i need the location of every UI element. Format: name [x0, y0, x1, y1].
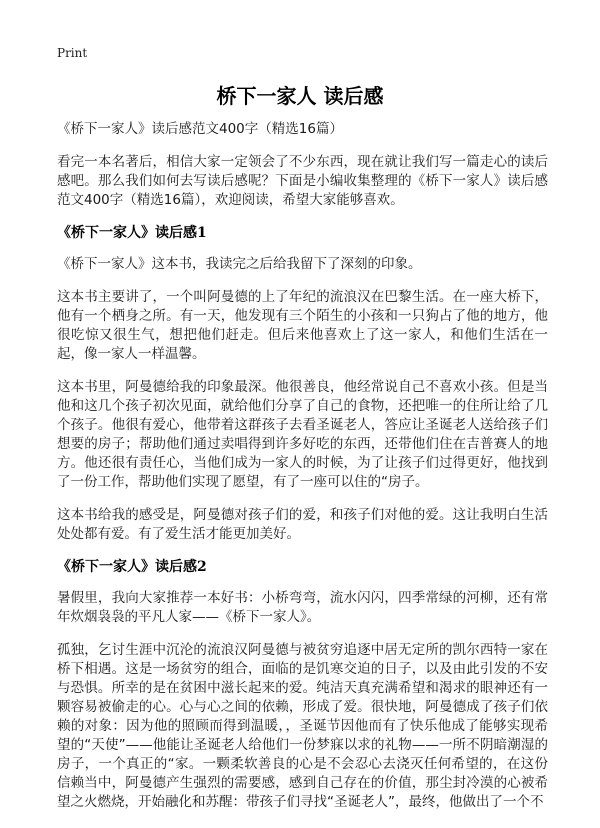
section1-paragraph: 这本书给我的感受是，阿曼德对孩子们的爱，和孩子们对他的爱。这让我明白生活处处都有爱。有了爱生活才能更加美好。: [57, 507, 548, 542]
print-link[interactable]: Print: [57, 46, 88, 60]
section1-paragraph: 这本书里，阿曼德给我的印象最深。他很善良，他经常说自己不喜欢小孩。但是当他和这几个孩子初次见面，就给他们分享了自己的食物，还把唯一的住所让给了几个孩子。他很有爱心，他带着这群孩子去看圣诞老人，答应让圣诞老人送给孩子们想要的房子；帮助他们通过卖唱得到许多好吃的东西，还带他们住在吉普赛人的地方。他还很有责任心，当他们成为一家人的时候，为了让孩子们过得更好，他找到了一份工作，帮助他们实现了愿望，有了一座可以住的“房子。: [57, 379, 548, 490]
intro-subtitle: 《桥下一家人》读后感范文400字（精选16篇）: [57, 121, 343, 137]
intro-paragraph: 看完一本名著后，相信大家一定领会了不少东西，现在就让我们写一篇走心的读后感吧。那么我们如何去写读后感呢？下面是小编收集整理的《桥下一家人》读后感范文400字（精选16篇），欢迎阅读，希望大家能够喜欢。: [57, 154, 548, 208]
page-title: 桥下一家人 读后感: [216, 84, 384, 108]
section2-paragraph: 暑假里，我向大家推荐一本好书：小桥弯弯，流水闪闪，四季常绿的河柳，还有常年炊烟袅袅的平凡人家——《桥下一家人》。: [57, 590, 548, 625]
section1-paragraph: 《桥下一家人》这本书，我读完之后给我留下了深刻的印象。: [57, 256, 422, 272]
section1-paragraph: 这本书主要讲了，一个叫阿曼德的上了年纪的流浪汉在巴黎生活。在一座大桥下，他有一个栖身之所。有一天，他发现有三个陌生的小孩和一只狗占了他的地方，他很吃惊又很生气，想把他们赶走。但后来他喜欢上了这一家人，和他们生活在一起，像一家人一样温馨。: [57, 289, 548, 362]
section-heading-2: 《桥下一家人》读后感2: [57, 559, 207, 575]
article-body: [57, 120, 548, 826]
section-heading-1: 《桥下一家人》读后感1: [57, 225, 207, 241]
section2-paragraph: 孤独，乞讨生涯中沉沦的流浪汉阿曼德与被贫穷追逐中居无定所的凯尔西特一家在桥下相遇。这是一场贫穷的组合，面临的是饥寒交迫的日子，以及由此引发的不安与恐惧。所幸的是在贫困中滋长起来的爱。纯洁天真充满希望和渴求的眼神还有一颗容易被偷走的心。心与心之间的依赖，形成了爱。很快地，阿曼德成了孩子们依赖的对象：因为他的照顾而得到温暖，，圣诞节因他而有了快乐他成了能够实现希望的“天使”——他能让圣诞老人给他们一份梦寐以求的礼物——一所不阴暗潮湿的房子，一个真正的“家。一颗柔软善良的心是不会忍心去浇灭任何希望的，在这份信赖当中，阿曼德产生强烈的需要感，感到自己存在的价值，那尘封冷漠的心被希望之火燃烧，开始融化和苏醒：带孩子们寻找“圣诞老人”，最终，他做出了一个不: [57, 642, 548, 810]
